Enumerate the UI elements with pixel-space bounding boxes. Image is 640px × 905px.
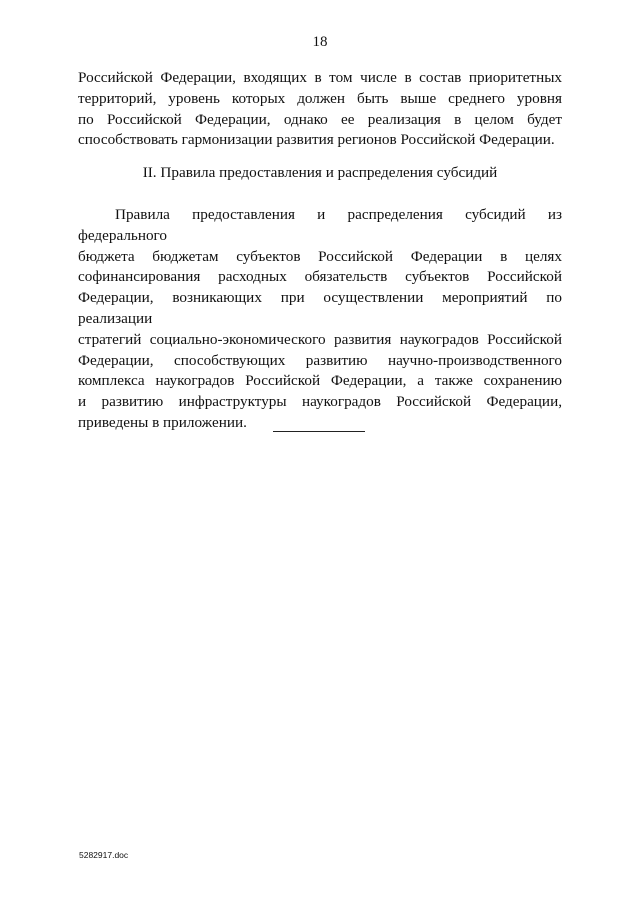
- paragraph-line: по Российской Федерации, однако ее реализация в целом будет: [78, 110, 562, 128]
- paragraph-line: стратегий социально-экономического развития наукоградов Российской: [78, 330, 562, 348]
- paragraph-line: комплекса наукоградов Российской Федерации, а также сохранению: [78, 372, 562, 390]
- paragraph-line: Правила предоставления и распределения субсидий из федерального: [78, 206, 562, 244]
- paragraph-line: софинансирования расходных обязательств субъектов Российской: [78, 268, 562, 286]
- paragraph-line: Федерации, возникающих при осуществлении мероприятий по реализации: [78, 289, 562, 327]
- continuation-paragraph: [78, 68, 562, 151]
- paragraph-line: Федерации, способствующих развитию научно-производственного: [78, 351, 562, 369]
- paragraph-line: бюджета бюджетам субъектов Российской Федерации в целях: [78, 247, 562, 265]
- section-heading: II. Правила предоставления и распределения субсидий: [142, 164, 498, 181]
- paragraph-line: и развитию инфраструктуры наукоградов Российской Федерации,: [78, 393, 562, 411]
- page-number: 18: [312, 34, 328, 50]
- section-paragraph: [78, 205, 562, 434]
- paragraph-line: Российской Федерации, входящих в том числе в состав приоритетных: [78, 69, 562, 86]
- paragraph-line: способствовать гармонизации развития регионов Российской Федерации.: [78, 131, 555, 149]
- end-divider: [273, 431, 365, 432]
- paragraph-line: территорий, уровень которых должен быть выше среднего уровня: [78, 89, 562, 107]
- document-id: 5282917.doc: [79, 850, 129, 860]
- paragraph-line: приведены в приложении.: [78, 413, 247, 431]
